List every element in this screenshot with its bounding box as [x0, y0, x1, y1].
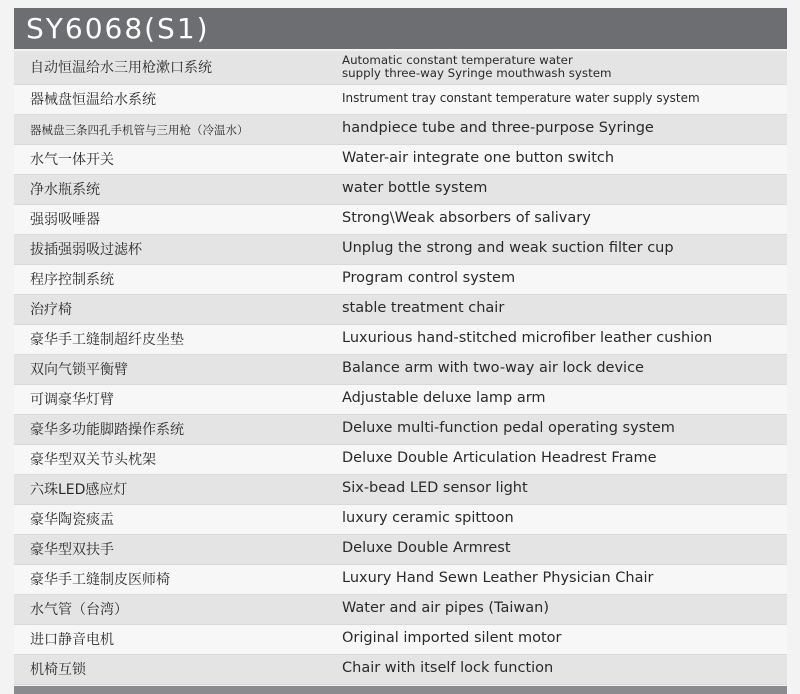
- feature-cn: 水气管（台湾）: [30, 602, 128, 618]
- table-row: [14, 505, 787, 535]
- feature-en: handpiece tube and three-purpose Syringe: [342, 120, 654, 136]
- feature-en: Program control system: [342, 270, 516, 286]
- feature-cn: 强弱吸唾器: [30, 212, 100, 228]
- table-row: [14, 355, 787, 385]
- footer-bar: [14, 686, 787, 694]
- feature-en: Six-bead LED sensor light: [342, 480, 528, 496]
- feature-en-line: Automatic constant temperature water: [342, 53, 573, 67]
- feature-cn: 机椅互锁: [30, 662, 86, 678]
- feature-cn: 可调豪华灯臂: [30, 392, 114, 408]
- table-row: [14, 445, 787, 475]
- feature-cn: 水气一体开关: [30, 152, 114, 168]
- feature-cn: 豪华型双扶手: [30, 542, 114, 558]
- model-title: SY6068(S1): [26, 12, 210, 45]
- feature-en: Unplug the strong and weak suction filter cup: [342, 240, 674, 256]
- feature-cn: 进口静音电机: [30, 632, 114, 648]
- feature-cn: 器械盘三条四孔手机管与三用枪（冷温水）: [30, 123, 249, 137]
- feature-en: Deluxe multi-function pedal operating system: [342, 420, 675, 436]
- feature-cn: 豪华陶瓷痰盂: [30, 512, 114, 528]
- feature-cn: 豪华多功能脚踏操作系统: [30, 422, 184, 438]
- feature-en: Chair with itself lock function: [342, 660, 554, 676]
- table-row: [14, 205, 787, 235]
- table-row: [14, 415, 787, 445]
- feature-en: Adjustable deluxe lamp arm: [342, 390, 546, 406]
- feature-en: stable treatment chair: [342, 300, 505, 316]
- feature-cn: 拔插强弱吸过滤杯: [30, 242, 142, 258]
- feature-cn: 自动恒温给水三用枪漱口系统: [30, 60, 212, 76]
- table-row: [14, 385, 787, 415]
- feature-en: Water-air integrate one button switch: [342, 150, 615, 166]
- table-row: [14, 235, 787, 265]
- feature-cn: 程序控制系统: [30, 272, 114, 288]
- feature-en: Balance arm with two-way air lock device: [342, 360, 644, 376]
- header-bar: [14, 8, 787, 49]
- feature-en: Original imported silent motor: [342, 630, 562, 646]
- feature-en: [342, 54, 611, 80]
- feature-en: Water and air pipes (Taiwan): [342, 600, 549, 616]
- table-row: [14, 595, 787, 625]
- feature-en: luxury ceramic spittoon: [342, 510, 514, 526]
- table-row: [14, 295, 787, 325]
- feature-cn: 豪华手工缝制超纤皮坐垫: [30, 332, 184, 348]
- table-row: [14, 145, 787, 175]
- table-row: [14, 565, 787, 595]
- table-row: [14, 115, 787, 145]
- feature-en: Deluxe Double Armrest: [342, 540, 511, 556]
- feature-cn: 治疗椅: [30, 302, 72, 318]
- feature-en: Instrument tray constant temperature water supply system: [342, 91, 700, 105]
- feature-cn: 净水瓶系统: [30, 182, 100, 198]
- table-row: [14, 265, 787, 295]
- feature-en: Luxury Hand Sewn Leather Physician Chair: [342, 570, 654, 586]
- feature-en: Deluxe Double Articulation Headrest Frame: [342, 450, 657, 466]
- feature-cn: 六珠LED感应灯: [30, 482, 128, 498]
- table-row: [14, 655, 787, 685]
- table-row: [14, 625, 787, 655]
- feature-cn: 双向气锁平衡臂: [30, 362, 128, 378]
- feature-en: Strong\Weak absorbers of salivary: [342, 210, 591, 226]
- table-row: [14, 175, 787, 205]
- feature-cn: 器械盘恒温给水系统: [30, 92, 156, 108]
- feature-cn: 豪华型双关节头枕架: [30, 452, 156, 468]
- feature-cn: 豪华手工缝制皮医师椅: [30, 572, 170, 588]
- feature-en: Luxurious hand-stitched microfiber leather cushion: [342, 330, 713, 346]
- table-row: [14, 535, 787, 565]
- table-row: [14, 85, 787, 115]
- table-row: [14, 475, 787, 505]
- feature-en-line: supply three-way Syringe mouthwash system: [342, 66, 612, 80]
- table-row: [14, 325, 787, 355]
- feature-en: water bottle system: [342, 180, 488, 196]
- spec-table: [14, 51, 787, 685]
- table-row: [14, 51, 787, 85]
